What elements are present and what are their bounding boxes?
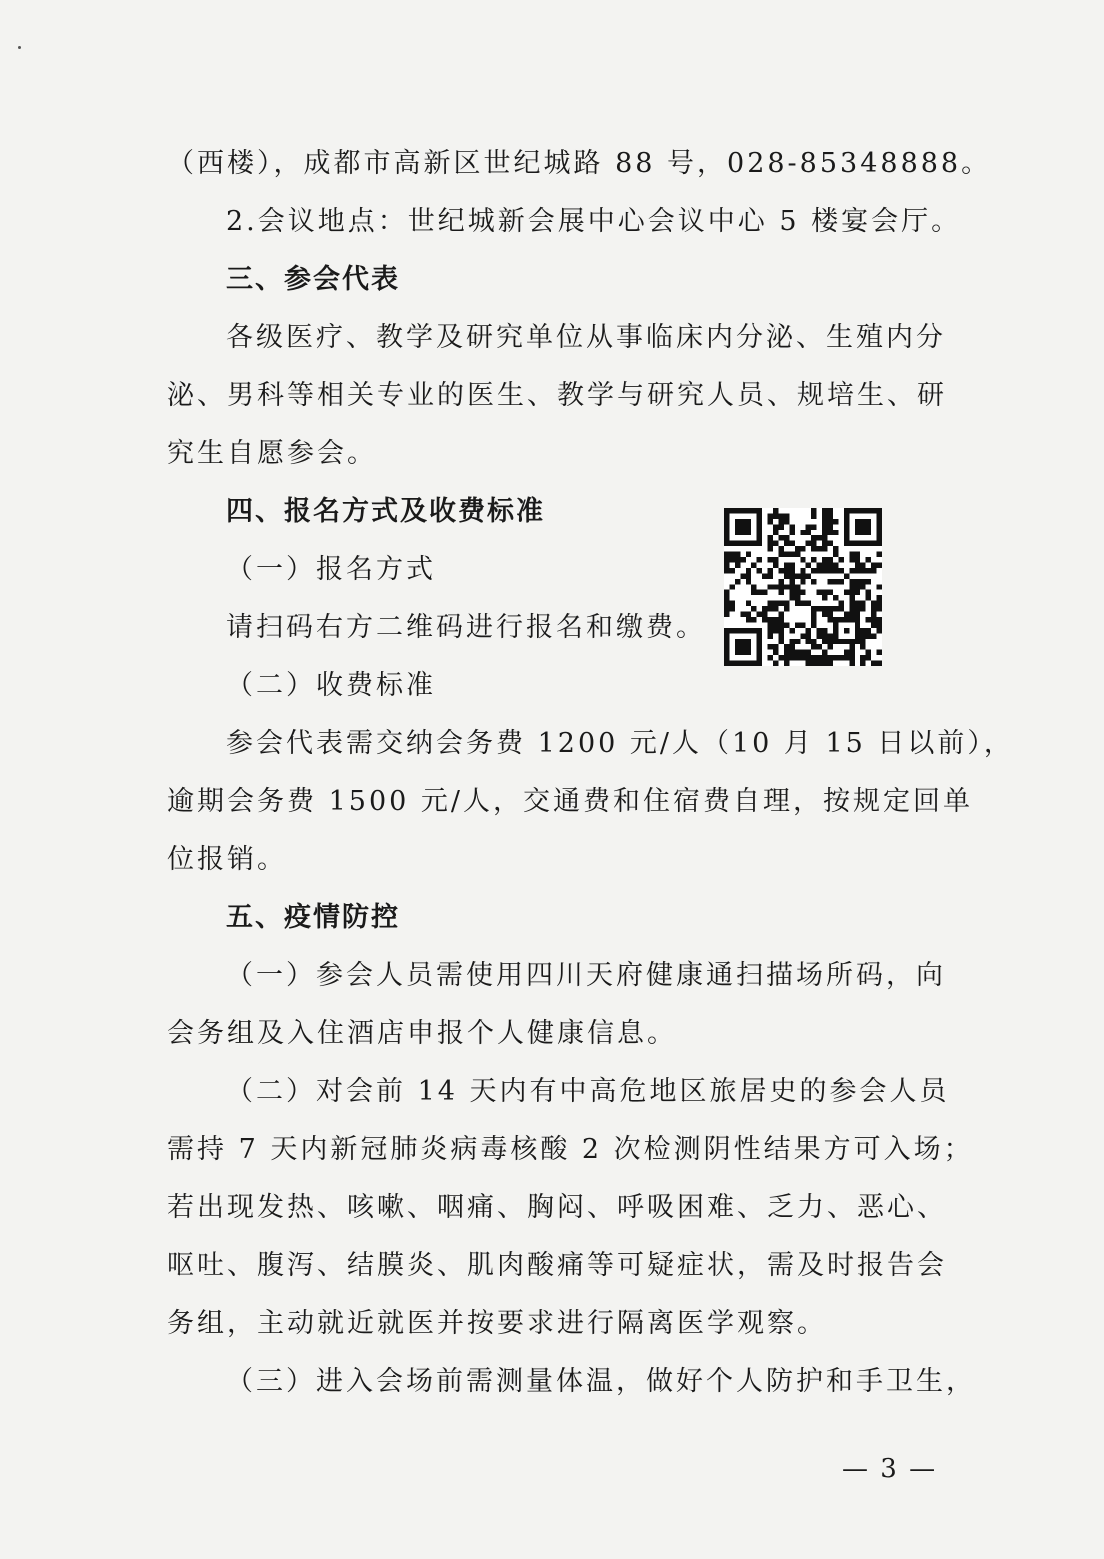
address-line: （西楼），成都市高新区世纪城路 88 号，028-85348888。	[167, 148, 992, 179]
meeting-venue: 2.会议地点：世纪城新会展中心会议中心 5 楼宴会厅。	[226, 206, 962, 237]
paragraph-line: （一）参会人员需使用四川天府健康通扫描场所码，向	[226, 960, 946, 991]
paragraph-line: 位报销。	[167, 844, 287, 875]
paragraph-line: 若出现发热、咳嗽、咽痛、胸闷、呼吸困难、乏力、恶心、	[167, 1192, 947, 1223]
paragraph-line: 泌、男科等相关专业的医生、教学与研究人员、规培生、研	[167, 380, 947, 411]
paragraph-line: 务组，主动就近就医并按要求进行隔离医学观察。	[167, 1308, 827, 1339]
subheading-fee-standard: （二）收费标准	[226, 670, 436, 701]
paragraph-line: 会务组及入住酒店申报个人健康信息。	[167, 1018, 677, 1049]
paragraph-line: （二）对会前 14 天内有中高危地区旅居史的参会人员	[226, 1076, 950, 1107]
paragraph-line: 需持 7 天内新冠肺炎病毒核酸 2 次检测阴性结果方可入场；	[167, 1134, 974, 1165]
paragraph-line: 参会代表需交纳会务费 1200 元/人（10 月 15 日以前），	[226, 728, 1014, 759]
paragraph-line: 请扫码右方二维码进行报名和缴费。	[226, 612, 706, 643]
paragraph-line: 逾期会务费 1500 元/人，交通费和住宿费自理，按规定回单	[167, 786, 973, 817]
paragraph-line: （三）进入会场前需测量体温，做好个人防护和手卫生，	[226, 1366, 976, 1397]
paragraph-line: 呕吐、腹泻、结膜炎、肌肉酸痛等可疑症状，需及时报告会	[167, 1250, 947, 1281]
section-heading-attendees: 三、参会代表	[226, 264, 400, 295]
section-heading-registration: 四、报名方式及收费标准	[226, 496, 545, 527]
scan-speck	[18, 46, 21, 49]
page-number: — 3 —	[842, 1454, 938, 1484]
paragraph-line: 各级医疗、教学及研究单位从事临床内分泌、生殖内分	[226, 322, 946, 353]
paragraph-line: 究生自愿参会。	[167, 438, 377, 469]
subheading-registration-method: （一）报名方式	[226, 554, 436, 585]
section-heading-epidemic-control: 五、疫情防控	[226, 902, 400, 933]
qr-code-icon[interactable]	[724, 508, 882, 666]
